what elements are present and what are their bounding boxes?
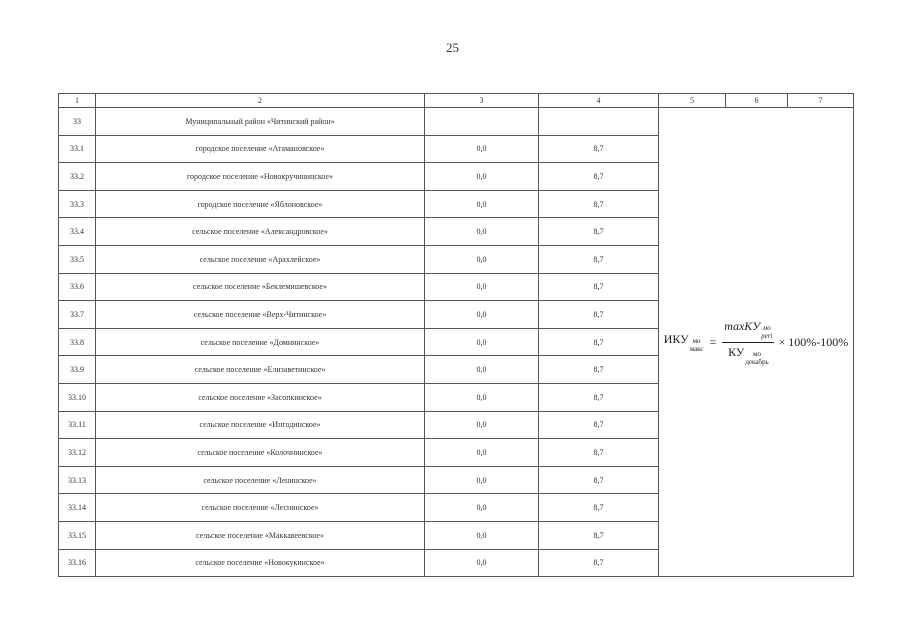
value-col3: 0,0 xyxy=(425,439,539,467)
formula-numerator-sub: peri xyxy=(761,331,773,340)
settlement-name: сельское поселение «Александровское» xyxy=(96,218,425,246)
value-col3: 0,0 xyxy=(425,383,539,411)
row-number: 33.14 xyxy=(59,494,96,522)
row-number: 33.15 xyxy=(59,521,96,549)
row-number: 33.9 xyxy=(59,356,96,384)
value-col4: 8,7 xyxy=(539,245,659,273)
row-number: 33.1 xyxy=(59,135,96,163)
row-number: 33.10 xyxy=(59,383,96,411)
formula-lhs: ИКУ xyxy=(663,331,689,346)
group-name: Муниципальный район «Читинский район» xyxy=(96,108,425,136)
max-index-formula xyxy=(659,319,853,366)
row-number: 33.11 xyxy=(59,411,96,439)
value-col3: 0,0 xyxy=(425,163,539,191)
row-number: 33.12 xyxy=(59,439,96,467)
value-col4: 8,7 xyxy=(539,466,659,494)
header-row xyxy=(59,94,854,108)
column-header: 4 xyxy=(539,94,659,108)
value-col3: 0,0 xyxy=(425,245,539,273)
value-col4: 8,7 xyxy=(539,328,659,356)
formula-lhs-sub: макс xyxy=(689,344,704,353)
settlement-name: сельское поселение «Домнинское» xyxy=(96,328,425,356)
value-col3: 0,0 xyxy=(425,356,539,384)
settlement-name: сельское поселение «Арахлейское» xyxy=(96,245,425,273)
settlement-name: сельское поселение «Маккавеевское» xyxy=(96,521,425,549)
value-col4: 8,7 xyxy=(539,383,659,411)
value-col3: 0,0 xyxy=(425,301,539,329)
column-header: 7 xyxy=(788,94,854,108)
value-col4: 8,7 xyxy=(539,301,659,329)
row-number: 33.16 xyxy=(59,549,96,577)
value-col3: 0,0 xyxy=(425,494,539,522)
settlement-name: сельское поселение «Беклемишевское» xyxy=(96,273,425,301)
formula-lhs-sup: мо xyxy=(692,336,701,345)
settlement-name: сельское поселение «Засопкинское» xyxy=(96,383,425,411)
value-col3: 0,0 xyxy=(425,135,539,163)
value-col4: 8,7 xyxy=(539,356,659,384)
row-number: 33.13 xyxy=(59,466,96,494)
settlement-name: сельское поселение «Ленинское» xyxy=(96,466,425,494)
value-col4: 8,7 xyxy=(539,439,659,467)
value-col4: 8,7 xyxy=(539,135,659,163)
row-number: 33.5 xyxy=(59,245,96,273)
settlement-name: городское поселение «Яблоновское» xyxy=(96,190,425,218)
table-cell xyxy=(425,108,539,136)
formula-cell xyxy=(659,108,854,577)
formula-tail: × 100%-100% xyxy=(778,334,849,349)
row-number: 33.7 xyxy=(59,301,96,329)
value-col3: 0,0 xyxy=(425,411,539,439)
column-header: 6 xyxy=(726,94,788,108)
column-header: 1 xyxy=(59,94,96,108)
column-header: 2 xyxy=(96,94,425,108)
formula-denominator-sup: мо xyxy=(753,349,761,358)
page-number: 25 xyxy=(446,40,459,55)
group-number: 33 xyxy=(59,108,96,136)
row-number: 33.6 xyxy=(59,273,96,301)
value-col3: 0,0 xyxy=(425,190,539,218)
value-col4: 8,7 xyxy=(539,494,659,522)
value-col4: 8,7 xyxy=(539,190,659,218)
value-col3: 0,0 xyxy=(425,273,539,301)
settlement-name: сельское поселение «Елизаветинское» xyxy=(96,356,425,384)
value-col4: 8,7 xyxy=(539,218,659,246)
row-number: 33.8 xyxy=(59,328,96,356)
value-col4: 8,7 xyxy=(539,411,659,439)
value-col4: 8,7 xyxy=(539,549,659,577)
value-col4: 8,7 xyxy=(539,163,659,191)
value-col3: 0,0 xyxy=(425,328,539,356)
formula-fraction xyxy=(722,319,774,366)
settlement-name: сельское поселение «Ингодинское» xyxy=(96,411,425,439)
settlement-name: сельское поселение «Колочнинское» xyxy=(96,439,425,467)
tariff-table xyxy=(58,93,854,577)
formula-denominator-sub: декабрь xyxy=(745,357,769,366)
value-col4: 8,7 xyxy=(539,273,659,301)
row-number: 33.3 xyxy=(59,190,96,218)
settlement-name: сельское поселение «Леснинское» xyxy=(96,494,425,522)
settlement-name: сельское поселение «Новокукинское» xyxy=(96,549,425,577)
table-cell xyxy=(539,108,659,136)
row-number: 33.2 xyxy=(59,163,96,191)
column-header: 5 xyxy=(659,94,726,108)
settlement-name: городское поселение «Атамановское» xyxy=(96,135,425,163)
formula-numerator-sup: мо xyxy=(762,323,771,332)
settlement-name: городское поселение «Новокручининское» xyxy=(96,163,425,191)
column-header: 3 xyxy=(425,94,539,108)
settlement-name: сельское поселение «Верх-Читинское» xyxy=(96,301,425,329)
row-number: 33.4 xyxy=(59,218,96,246)
value-col3: 0,0 xyxy=(425,466,539,494)
value-col3: 0,0 xyxy=(425,218,539,246)
group-row xyxy=(59,108,854,136)
value-col3: 0,0 xyxy=(425,549,539,577)
value-col3: 0,0 xyxy=(425,521,539,549)
formula-numerator: maxКУ xyxy=(724,318,761,333)
value-col4: 8,7 xyxy=(539,521,659,549)
formula-equals: = xyxy=(709,334,717,349)
formula-denominator: КУ xyxy=(728,344,745,359)
